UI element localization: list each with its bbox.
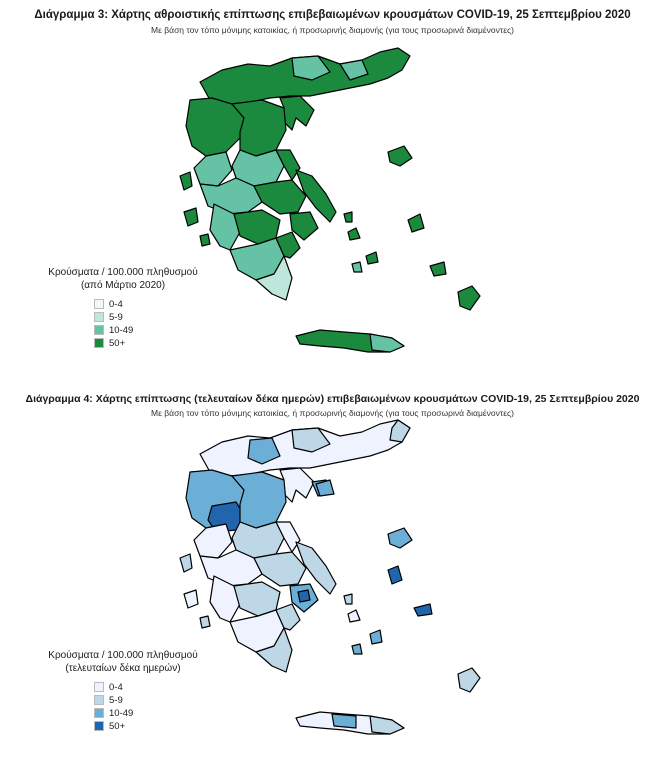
map2-region [352, 644, 362, 654]
map1-legend-swatch-1 [94, 312, 104, 322]
map1-region [344, 212, 352, 222]
map2-legend-swatch-2 [94, 708, 104, 718]
map2-region [194, 524, 232, 558]
map1-legend-item [94, 311, 208, 323]
map2-legend-items [94, 681, 208, 732]
map1-region [408, 214, 424, 232]
map2-legend-label: 50+ [109, 720, 126, 732]
map1-legend-title [38, 266, 208, 292]
map2-region [370, 630, 382, 644]
map2-region [254, 552, 306, 586]
map1-legend-item [94, 298, 208, 310]
map1-region [254, 180, 306, 214]
map2-region [298, 590, 310, 602]
map1-subtitle: Με βάση τον τόπο μόνιμης κατοικίας, ή προσωρινής διαμονής (για τους προσωρινά διαμένοντες) [151, 25, 514, 35]
map1-region [430, 262, 446, 276]
map1-legend [38, 266, 208, 350]
map2-subtitle: Με βάση τον τόπο μόνιμης κατοικίας, ή προσωρινής διαμονής (για τους προσωρινά διαμένοντες) [151, 408, 514, 418]
map2-legend-item [94, 694, 208, 706]
map2-region [388, 566, 402, 584]
map2-region [458, 668, 480, 692]
map2-legend-swatch-0 [94, 682, 104, 692]
map1-region [388, 146, 412, 166]
map2-region [344, 594, 352, 604]
map1-region [184, 208, 198, 226]
map2-region [184, 590, 198, 608]
map2-title: Διάγραμμα 4: Χάρτης επίπτωσης (τελευταίων δέκα ημερών) επιβεβαιωμένων κρουσμάτων COVID-19, 25 Σεπτεμβρίου 2020 [25, 393, 640, 405]
map1-region [352, 262, 362, 272]
map1-legend-swatch-0 [94, 299, 104, 309]
map1-region [370, 334, 404, 352]
map1-legend-swatch-2 [94, 325, 104, 335]
map2-region [370, 716, 404, 734]
map1-legend-label: 10-49 [109, 324, 134, 336]
map2-legend [38, 649, 208, 733]
map2-legend-item [94, 707, 208, 719]
map1-region [366, 252, 378, 264]
map1-region [348, 228, 360, 240]
map1-region [194, 152, 232, 186]
map1-regions [180, 48, 480, 352]
map2-legend-label: 10-49 [109, 707, 134, 719]
map2-region [332, 714, 356, 728]
map1-legend-swatch-3 [94, 338, 104, 348]
map1-legend-item [94, 324, 208, 336]
map2-regions [180, 420, 480, 734]
map2-legend-item [94, 681, 208, 693]
map1-legend-title-line1: Κρούσματα / 100.000 πληθυσμού [48, 267, 198, 278]
map2-region [388, 528, 412, 548]
map1-legend-label: 50+ [109, 337, 126, 349]
map2-region [180, 554, 192, 572]
ten-day-incidence-panel [0, 388, 665, 775]
cumulative-incidence-panel [0, 0, 665, 385]
map2-legend-label: 5-9 [109, 694, 123, 706]
map1-legend-items [94, 298, 208, 349]
map2-legend-item [94, 720, 208, 732]
map1-title: Διάγραμμα 3: Χάρτης αθροιστικής επίπτωσης επιβεβαιωμένων κρουσμάτων COVID-19, 25 Σεπτεμβρίου 2020 [34, 9, 631, 21]
map2-legend-swatch-1 [94, 695, 104, 705]
map2-region [348, 610, 360, 622]
map2-region [200, 616, 210, 628]
map1-region [458, 286, 480, 310]
map2-legend-label: 0-4 [109, 681, 123, 693]
map2-legend-title-line2: (τελευταίων δέκα ημερών) [65, 663, 181, 674]
map1-legend-title-line2: (από Μάρτιο 2020) [80, 280, 166, 291]
map2-region [414, 604, 432, 616]
map1-legend-label: 5-9 [109, 311, 123, 323]
map2-legend-title [38, 649, 208, 675]
map1-legend-item [94, 337, 208, 349]
map2-legend-swatch-3 [94, 721, 104, 731]
map1-legend-label: 0-4 [109, 298, 123, 310]
map1-region [200, 234, 210, 246]
map1-region [180, 172, 192, 190]
map2-legend-title-line1: Κρούσματα / 100.000 πληθυσμού [48, 650, 198, 661]
